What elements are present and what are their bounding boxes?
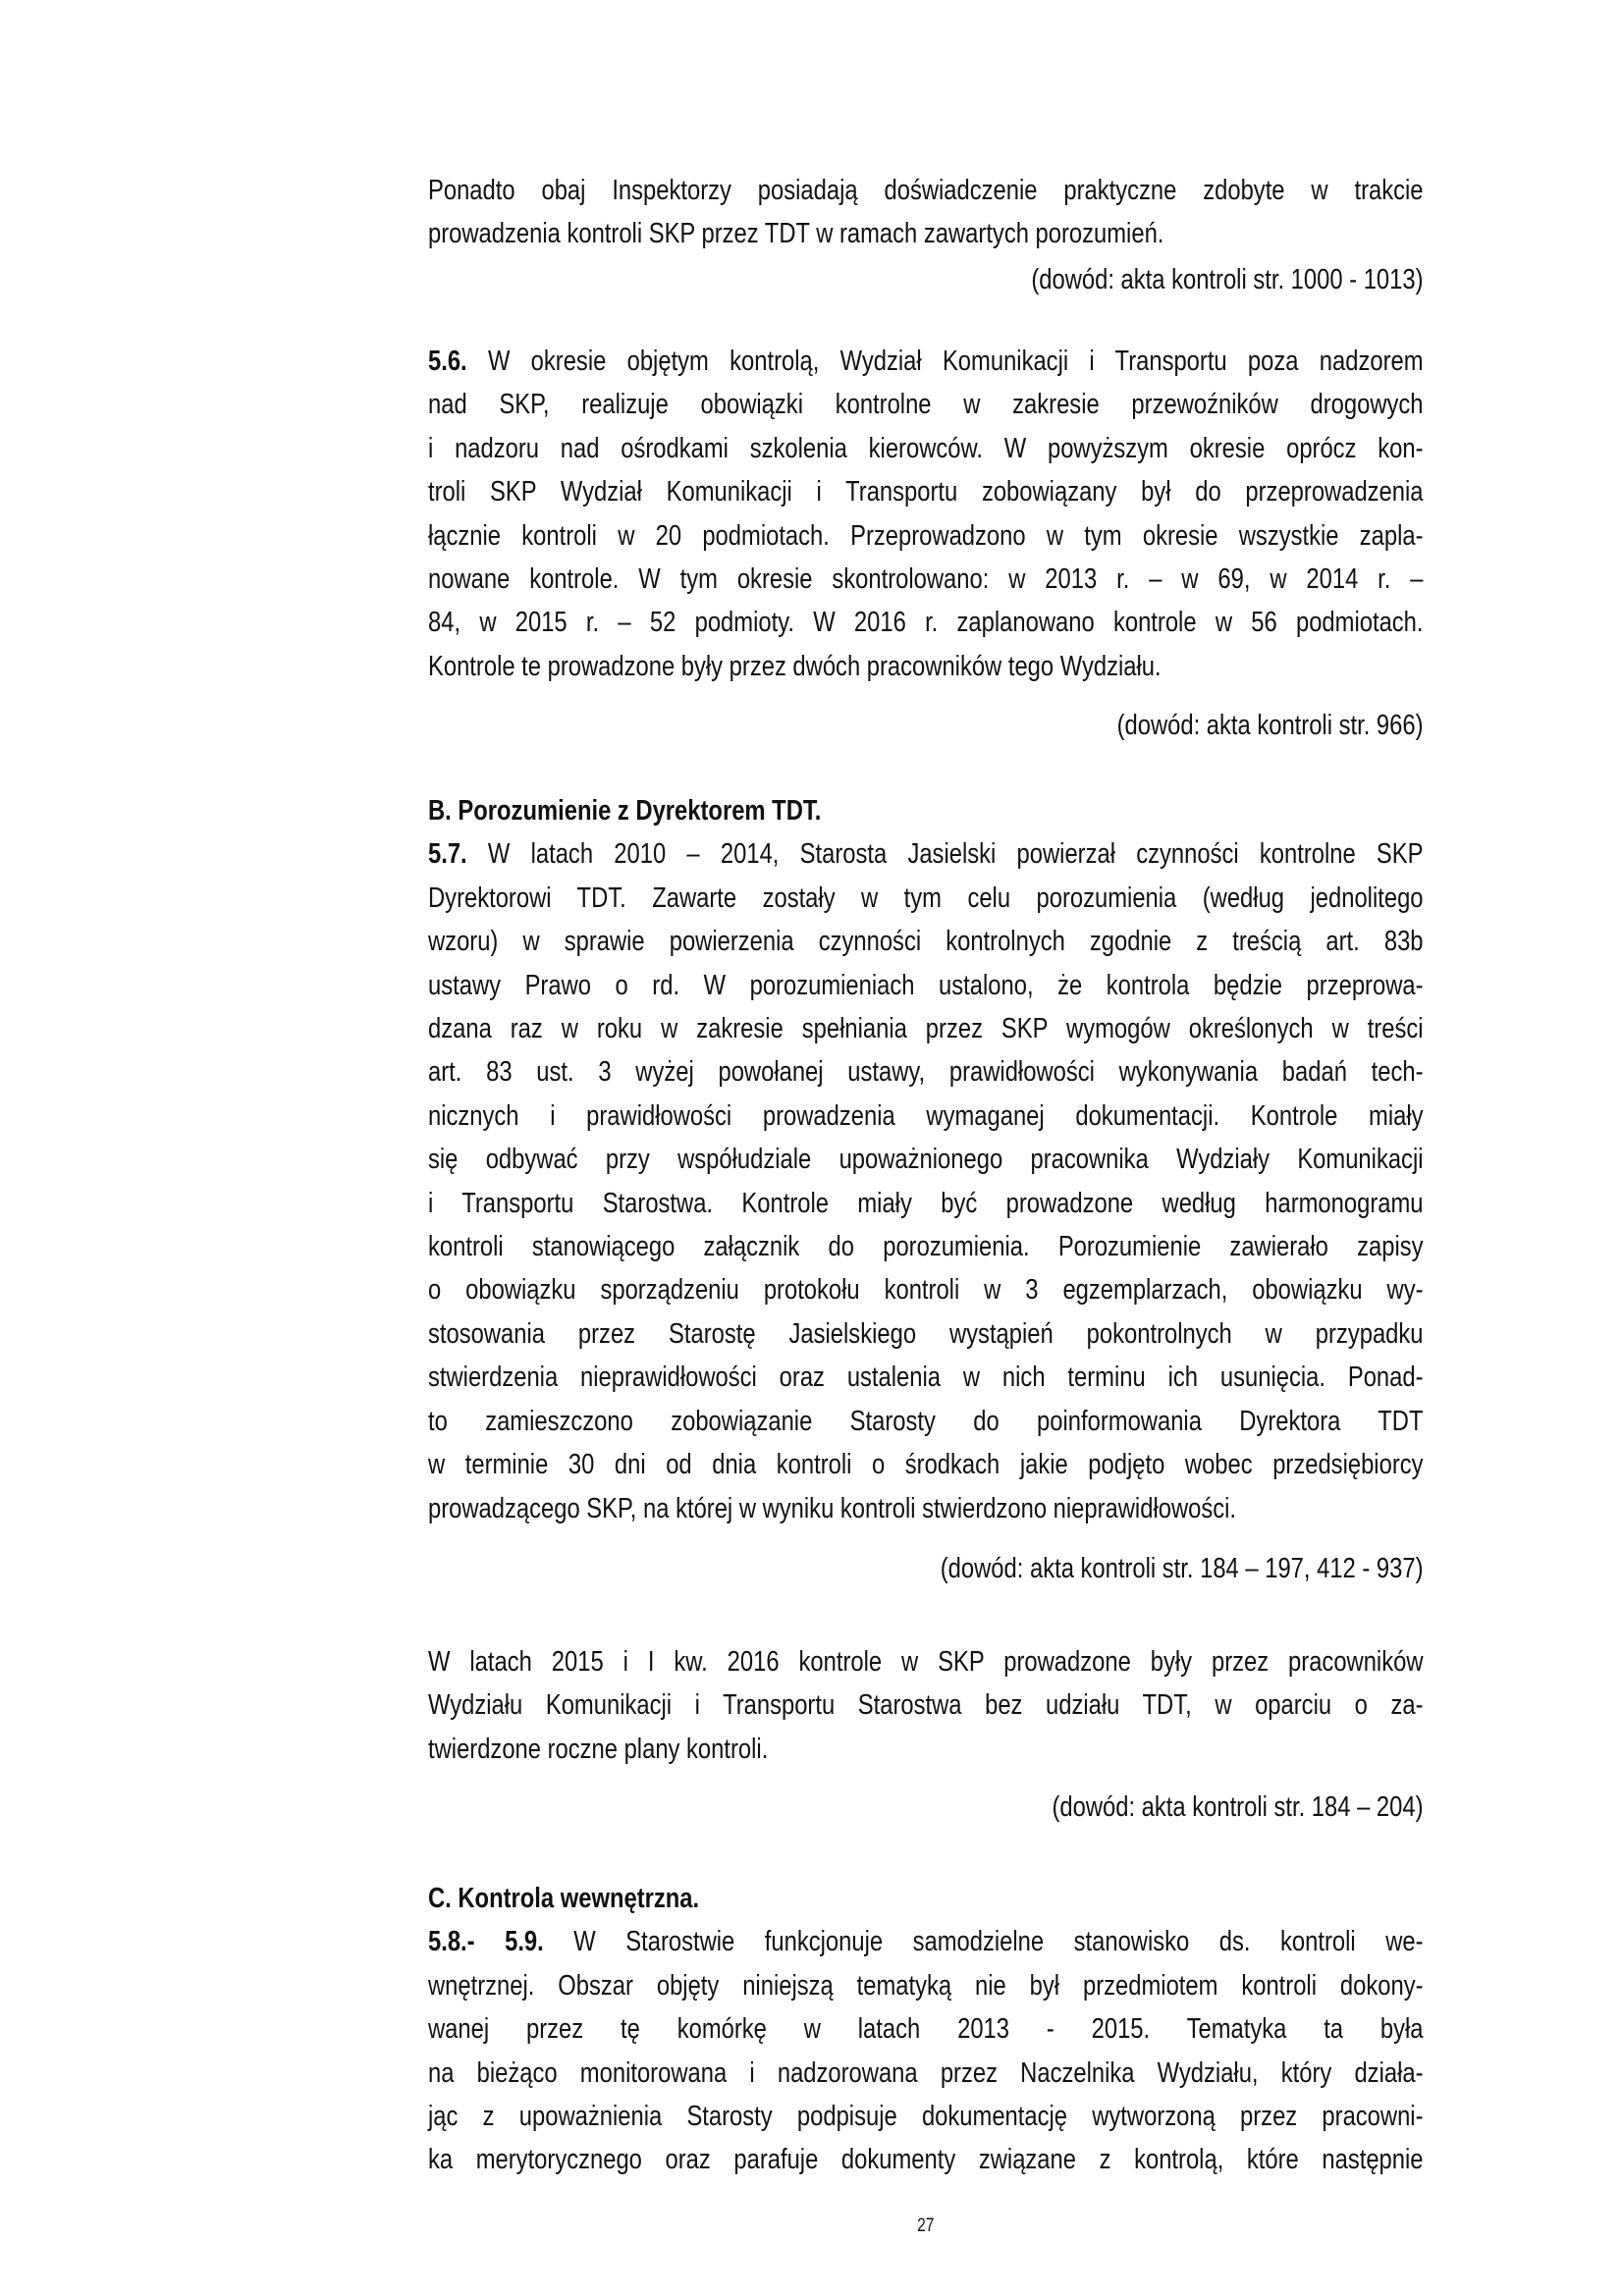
text-line: Kontrole te prowadzone były przez dwóch pracowników tego Wydziału.: [428, 650, 1162, 682]
paragraph-2015: [428, 1640, 1424, 1771]
section-5-6-paragraph: [428, 340, 1424, 688]
text-line: i nadzoru nad ośrodkami szkolenia kierowców. W powyższym okresie oprócz kon-: [428, 432, 1424, 464]
text-line: nad SKP, realizuje obowiązki kontrolne w zakresie przewoźników drogowych: [428, 389, 1424, 421]
text-line: stwierdzenia nieprawidłowości oraz ustalenia w nich terminu ich usunięcia. Ponad-: [428, 1362, 1424, 1394]
text-line: dzana raz w roku w zakresie spełniania przez SKP wymogów określonych w treści: [428, 1013, 1424, 1045]
text-line: 84, w 2015 r. – 52 podmioty. W 2016 r. zaplanowano kontrole w 56 podmiotach.: [428, 607, 1424, 639]
text-line: nicznych i prawidłowości prowadzenia wymaganej dokumentacji. Kontrole miały: [428, 1099, 1424, 1132]
text-line: się odbywać przy współudziale upoważnionego pracownika Wydziały Komunikacji: [428, 1144, 1424, 1176]
text-line: kontroli stanowiącego załącznik do porozumienia. Porozumienie zawierało zapisy: [428, 1231, 1424, 1263]
paragraph-number: 5.6.: [428, 346, 467, 377]
text-line: W latach 2015 i I kw. 2016 kontrole w SKP prowadzone były przez pracowników: [428, 1646, 1424, 1678]
section-heading: B. Porozumienie z Dyrektorem TDT.: [428, 795, 822, 827]
text-line: Dyrektorowi TDT. Zawarte zostały w tym celu porozumienia (według jednolitego: [428, 881, 1424, 914]
section-b: [428, 789, 1424, 1530]
page-number: 27: [917, 2216, 935, 2236]
text-line: w terminie 30 dni od dnia kontroli o środkach jakie podjęto wobec przedsiębiorcy: [428, 1449, 1424, 1481]
text-line: troli SKP Wydział Komunikacji i Transportu zobowiązany był do przeprowadzenia: [428, 476, 1424, 508]
text-span: W Starostwie funkcjonuje samodzielne stanowisko ds. kontroli we-: [573, 1926, 1424, 1958]
text-line: twierdzone roczne plany kontroli.: [428, 1733, 769, 1765]
text-line: Wydziału Komunikacji i Transportu Starostwa bez udziału TDT, w oparciu o za-: [428, 1689, 1424, 1722]
section-c: [428, 1877, 1424, 2182]
text-line: [428, 832, 1424, 876]
text-line: łącznie kontroli w 20 podmiotach. Przeprowadzono w tym okresie wszystkie zapla-: [428, 519, 1424, 552]
text-line: o obowiązku sporządzeniu protokołu kontroli w 3 egzemplarzach, obowiązku wy-: [428, 1274, 1424, 1307]
text-line: stosowania przez Starostę Jasielskiego wystąpień pokontrolnych w przypadku: [428, 1317, 1424, 1350]
text-line: [428, 340, 1424, 383]
text-span: W okresie objętym kontrolą, Wydział Komunikacji i Transportu poza nadzorem: [487, 346, 1424, 377]
evidence-reference: (dowód: akta kontroli str. 184 – 204): [1052, 1791, 1424, 1823]
section-heading: C. Kontrola wewnętrzna.: [428, 1883, 700, 1914]
text-line: na bieżąco monitorowana i nadzorowana przez Naczelnika Wydziału, który działa-: [428, 2056, 1424, 2089]
text-line: ka merytorycznego oraz parafuje dokumenty związane z kontrolą, które następnie: [428, 2144, 1424, 2176]
text-line: wnętrznej. Obszar objęty niniejszą tematyką nie był przedmiotem kontroli dokony-: [428, 1969, 1424, 2002]
evidence-reference: (dowód: akta kontroli str. 1000 - 1013): [1031, 264, 1424, 295]
text-line: nowane kontrole. W tym okresie skontrolowano: w 2013 r. – w 69, w 2014 r. –: [428, 563, 1424, 596]
text-line: to zamieszczono zobowiązanie Starosty do poinformowania Dyrektora TDT: [428, 1405, 1424, 1437]
page-content: [428, 0, 1424, 2296]
intro-paragraph: [428, 169, 1424, 256]
text-line: [428, 1920, 1424, 1963]
text-line: jąc z upoważnienia Starosty podpisuje dokumentację wytworzoną przez pracowni-: [428, 2101, 1424, 2133]
paragraph-number: 5.7.: [428, 838, 467, 871]
text-line: wanej przez tę komórkę w latach 2013 - 2015. Tematyka ta była: [428, 2013, 1424, 2046]
text-line: prowadzącego SKP, na której w wyniku kontroli stwierdzono nieprawidłowości.: [428, 1492, 1237, 1524]
paragraph-number: 5.8.- 5.9.: [428, 1926, 544, 1958]
text-line: wzoru) w sprawie powierzenia czynności kontrolnych zgodnie z treścią art. 83b: [428, 926, 1424, 958]
evidence-reference: (dowód: akta kontroli str. 966): [1116, 710, 1424, 741]
text-line: i Transportu Starostwa. Kontrole miały być prowadzone według harmonogramu: [428, 1187, 1424, 1219]
text-line: art. 83 ust. 3 wyżej powołanej ustawy, prawidłowości wykonywania badań tech-: [428, 1056, 1424, 1089]
text-line: Ponadto obaj Inspektorzy posiadają doświadczenie praktyczne zdobyte w trakcie: [428, 175, 1424, 206]
text-span: W latach 2010 – 2014, Starosta Jasielski powierzał czynności kontrolne SKP: [487, 838, 1424, 871]
text-line: prowadzenia kontroli SKP przez TDT w ramach zawartych porozumień.: [428, 218, 1164, 250]
text-line: ustawy Prawo o rd. W porozumieniach ustalono, że kontrola będzie przeprowa-: [428, 969, 1424, 1001]
evidence-reference: (dowód: akta kontroli str. 184 – 197, 412 - 937): [940, 1553, 1424, 1584]
